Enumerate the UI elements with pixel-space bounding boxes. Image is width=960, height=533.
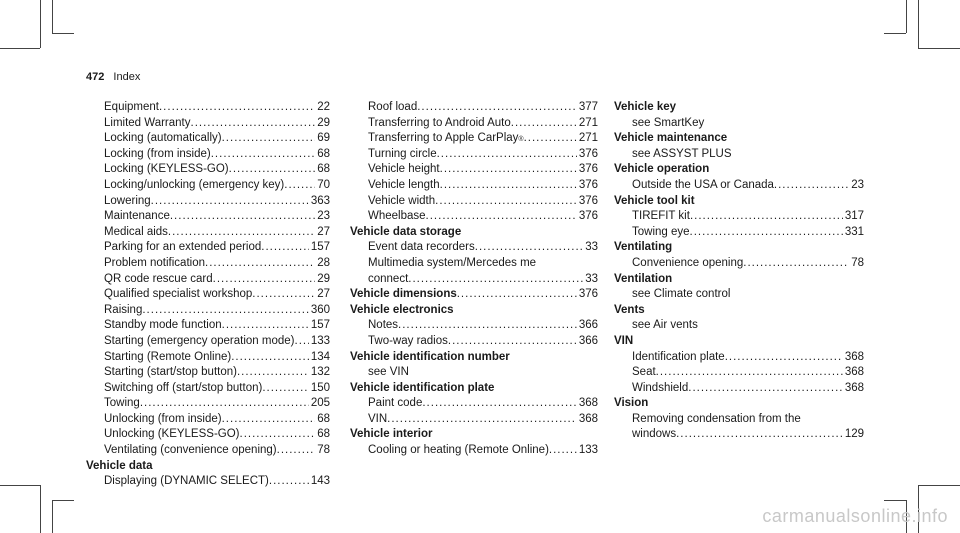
entry-text: Removing condensation from the [632,412,801,425]
entry-text: Problem notification [104,256,205,269]
leader-dots [142,303,308,319]
index-heading: Ventilation [614,272,673,285]
entry-text: Starting (emergency operation mode) [104,334,295,347]
page-ref: 33 [585,272,598,285]
entry-text: VIN [368,412,388,425]
page-ref: 376 [578,163,598,176]
leader-dots [168,225,315,241]
index-column-1 [86,100,330,490]
page-ref: 68 [317,147,330,160]
index-entry[interactable] [86,365,330,381]
page-ref: 317 [844,210,864,223]
index-heading: Vehicle identification plate [350,381,495,394]
index-column-2 [350,100,598,459]
crop-mark [52,0,53,33]
index-entry[interactable] [86,334,330,350]
leader-dots [725,350,843,366]
page-ref: 68 [317,428,330,441]
leader-dots [511,116,577,132]
index-entry[interactable] [86,443,330,459]
leader-dots [688,381,843,397]
crop-mark [40,485,41,533]
crop-mark [918,485,960,486]
page-ref: 133 [578,444,598,457]
page-ref: 70 [317,178,330,191]
leader-dots [191,116,316,132]
index-entry[interactable] [86,100,330,116]
index-heading: Vision [614,397,649,410]
page-header [86,71,140,83]
index-entry[interactable] [86,225,330,241]
entry-text: Medical aids [104,225,168,238]
entry-text: Unlocking (from inside) [104,412,222,425]
index-entry[interactable] [350,194,598,210]
index-entry[interactable] [614,225,864,241]
index-entry[interactable] [86,178,330,194]
index-entry[interactable] [350,209,598,225]
index-heading: Vehicle operation [614,163,710,176]
entry-text: Starting (start/stop button) [104,366,237,379]
index-entry[interactable] [350,116,598,132]
entry-text: Transferring to Android Auto [368,116,511,129]
index-entry[interactable] [614,178,864,194]
section-title: Index [113,71,141,83]
page-ref: 78 [851,256,864,269]
index-heading: Vehicle tool kit [614,194,695,207]
page-ref: 376 [578,194,598,207]
leader-dots [690,225,843,241]
entry-text: QR code rescue card [104,272,213,285]
leader-dots [151,194,309,210]
entry-text: Qualified specialist workshop [104,288,253,301]
entry-text: Switching off (start/stop button) [104,381,263,394]
index-entry[interactable] [86,350,330,366]
index-entry[interactable] [350,240,598,256]
index-entry[interactable] [86,427,330,443]
index-entry[interactable] [86,131,330,147]
crop-mark [884,33,906,34]
entry-text: Seat [632,366,656,379]
page-ref: 68 [317,163,330,176]
leader-dots [237,365,309,381]
entry-text: Unlocking (KEYLESS-GO) [104,428,240,441]
entry-text: connect [368,272,409,285]
page-ref: 366 [578,334,598,347]
index-heading: Vehicle identification number [350,350,510,363]
leader-dots [222,131,316,147]
page-ref: 27 [317,225,330,238]
entry-text: Vehicle length [368,178,440,191]
index-entry[interactable] [86,303,330,319]
leader-dots [408,272,583,288]
see-reference[interactable]: see Climate control [632,288,731,301]
index-entry[interactable] [86,209,330,225]
index-entry[interactable] [350,412,598,428]
entry-text: Paint code [368,397,423,410]
entry-text: Displaying (DYNAMIC SELECT) [104,475,269,488]
index-entry[interactable] [350,318,598,334]
crop-mark [918,0,919,48]
page-ref: 27 [317,288,330,301]
leader-dots [690,209,843,225]
page-ref: 368 [578,397,598,410]
index-entry[interactable] [86,381,330,397]
crop-mark [906,0,907,33]
index-heading: Ventilating [614,241,673,254]
see-reference[interactable]: see VIN [368,366,409,379]
entry-text: Locking/unlocking (emergency key) [104,178,285,191]
index-heading: Vehicle interior [350,428,433,441]
index-entry[interactable] [86,474,330,490]
leader-dots [387,412,577,428]
page-ref: 134 [310,350,330,363]
entry-text: Multimedia system/Mercedes me [368,256,537,269]
leader-dots [656,365,843,381]
page-ref: 363 [310,194,330,207]
index-entry[interactable] [86,194,330,210]
watermark: carmanualsonline.info [762,506,948,526]
leader-dots [213,272,316,288]
leader-dots [261,240,309,256]
index-entry[interactable] [614,256,864,272]
index-entry[interactable] [86,412,330,428]
page-ref: 368 [844,366,864,379]
index-heading: VIN [614,334,634,347]
leader-dots [222,318,309,334]
crop-mark [0,485,40,486]
page-ref: 78 [317,444,330,457]
page-number: 472 [86,71,105,83]
index-heading: Vehicle key [614,101,677,113]
leader-dots [159,100,315,116]
entry-text: Wheelbase [368,210,426,223]
leader-dots [231,350,309,366]
page-ref: 29 [317,272,330,285]
page-ref: 129 [844,428,864,441]
page-ref: 150 [310,381,330,394]
leader-dots [295,334,309,350]
see-reference[interactable]: see ASSYST PLUS [632,147,732,160]
leader-dots [398,318,577,334]
see-reference[interactable]: see SmartKey [632,116,705,129]
crop-mark [52,33,74,34]
index-entry[interactable] [86,396,330,412]
page-ref: 68 [317,412,330,425]
index-entry[interactable] [350,443,598,459]
page-ref: 366 [578,319,598,332]
entry-text: Outside the USA or Canada [632,178,774,191]
page-ref: 157 [310,319,330,332]
index-heading: Vents [614,303,645,316]
entry-text: Limited Warranty [104,116,191,129]
leader-dots [457,287,577,303]
entry-text: Event data recorders [368,241,475,254]
leader-dots [440,162,577,178]
index-entry[interactable] [614,427,864,443]
index-entry[interactable] [86,272,330,288]
page-ref: 132 [310,366,330,379]
page-ref: 331 [844,225,864,238]
entry-text: Roof load [368,101,418,113]
page-ref: 368 [844,350,864,363]
index-column-3 [614,100,864,443]
index-entry[interactable] [86,147,330,163]
entry-text: Equipment [104,101,159,113]
index-entry[interactable] [350,272,598,288]
entry-text: Lowering [104,194,151,207]
page-ref: 271 [578,132,598,145]
page-ref: 205 [310,397,330,410]
leader-dots [211,147,315,163]
index-entry[interactable] [86,256,330,272]
leader-dots [170,209,315,225]
page-ref: 368 [844,381,864,394]
page-ref: 157 [310,241,330,254]
page-ref: 143 [310,475,330,488]
index-entry[interactable] [86,240,330,256]
page-ref: 69 [317,132,330,145]
page-ref: 23 [851,178,864,191]
index-heading: Vehicle data storage [350,225,462,238]
index-entry[interactable] [350,178,598,194]
leader-dots [549,443,577,459]
entry-text: Vehicle dimensions [350,288,457,301]
page-ref: 22 [317,101,330,113]
index-entry[interactable] [350,147,598,163]
entry-text: Windshield [632,381,689,394]
page-ref: 23 [317,210,330,223]
leader-dots [277,443,316,459]
crop-mark [52,500,74,501]
index-entry[interactable] [350,287,598,303]
index-entry[interactable] [350,334,598,350]
leader-dots [422,396,576,412]
index-heading: Vehicle data [86,459,153,472]
index-entry[interactable] [614,209,864,225]
index-entry[interactable] [350,100,598,116]
leader-dots [774,178,849,194]
page-ref: 29 [317,116,330,129]
page-ref: 133 [310,334,330,347]
entry-text: Two-way radios [368,334,448,347]
leader-dots [743,256,849,272]
entry-text: Towing [104,397,140,410]
leader-dots [475,240,583,256]
index-entry[interactable] [86,287,330,303]
leader-dots [222,412,316,428]
page-ref: 376 [578,147,598,160]
leader-dots [417,100,577,116]
crop-mark [0,48,40,49]
index-heading: Vehicle maintenance [614,132,728,145]
entry-text: Maintenance [104,210,170,223]
entry-text: Identification plate [632,350,725,363]
page-ref: 376 [578,178,598,191]
entry-text: windows [632,428,677,441]
entry-text: Vehicle height [368,163,440,176]
index-entry[interactable] [614,350,864,366]
index-entry[interactable] [86,116,330,132]
leader-dots [229,162,316,178]
entry-text: Transferring to Apple CarPlay [368,132,519,145]
index-entry[interactable] [86,162,330,178]
leader-dots [284,178,315,194]
leader-dots [676,427,843,443]
entry-text: Cooling or heating (Remote Online) [368,444,549,457]
leader-dots [140,396,309,412]
page-ref: 360 [310,303,330,316]
see-reference[interactable]: see Air vents [632,319,698,332]
entry-text: Standby mode function [104,319,222,332]
page-ref: 376 [578,210,598,223]
leader-dots [205,256,315,272]
entry-text: Parking for an extended period [104,241,262,254]
page-ref: 377 [578,101,598,113]
page-ref: 271 [578,116,598,129]
index-entry[interactable] [614,365,864,381]
index-entry[interactable]: Transferring to Apple CarPlay ® ..... 271 [350,131,598,147]
crop-mark [918,48,960,49]
entry-text: Notes [368,319,399,332]
page-ref: 33 [585,241,598,254]
entry-text: Locking (from inside) [104,147,211,160]
index-entry[interactable] [614,381,864,397]
page-ref: 368 [578,412,598,425]
crop-mark [40,0,41,48]
entry-text: Locking (automatically) [104,132,222,145]
entry-text: Towing eye [632,225,690,238]
leader-dots [426,209,577,225]
leader-dots [440,178,577,194]
entry-text: Vehicle width [368,194,436,207]
entry-text: Ventilating (convenience opening) [104,444,277,457]
entry-text: Turning circle [368,147,437,160]
leader-dots [435,194,577,210]
index-entry[interactable] [350,162,598,178]
crop-mark [884,500,906,501]
entry-text: Starting (Remote Online) [104,350,232,363]
index-entry[interactable] [350,396,598,412]
leader-dots [262,381,309,397]
crop-mark [52,500,53,533]
page-ref: 376 [578,288,598,301]
index-entry-list [350,100,598,225]
page-ref: 28 [317,256,330,269]
leader-dots [269,474,309,490]
index-heading: Vehicle electronics [350,303,454,316]
entry-text: Raising [104,303,143,316]
leader-dots [252,287,315,303]
entry-text: Convenience opening [632,256,744,269]
leader-dots [240,427,316,443]
leader-dots [448,334,577,350]
entry-text: Locking (KEYLESS-GO) [104,163,229,176]
leader-dots [437,147,577,163]
index-entry-list [86,100,330,459]
index-entry[interactable] [86,318,330,334]
leader-dots [524,131,577,147]
entry-text: TIREFIT kit [632,210,690,223]
